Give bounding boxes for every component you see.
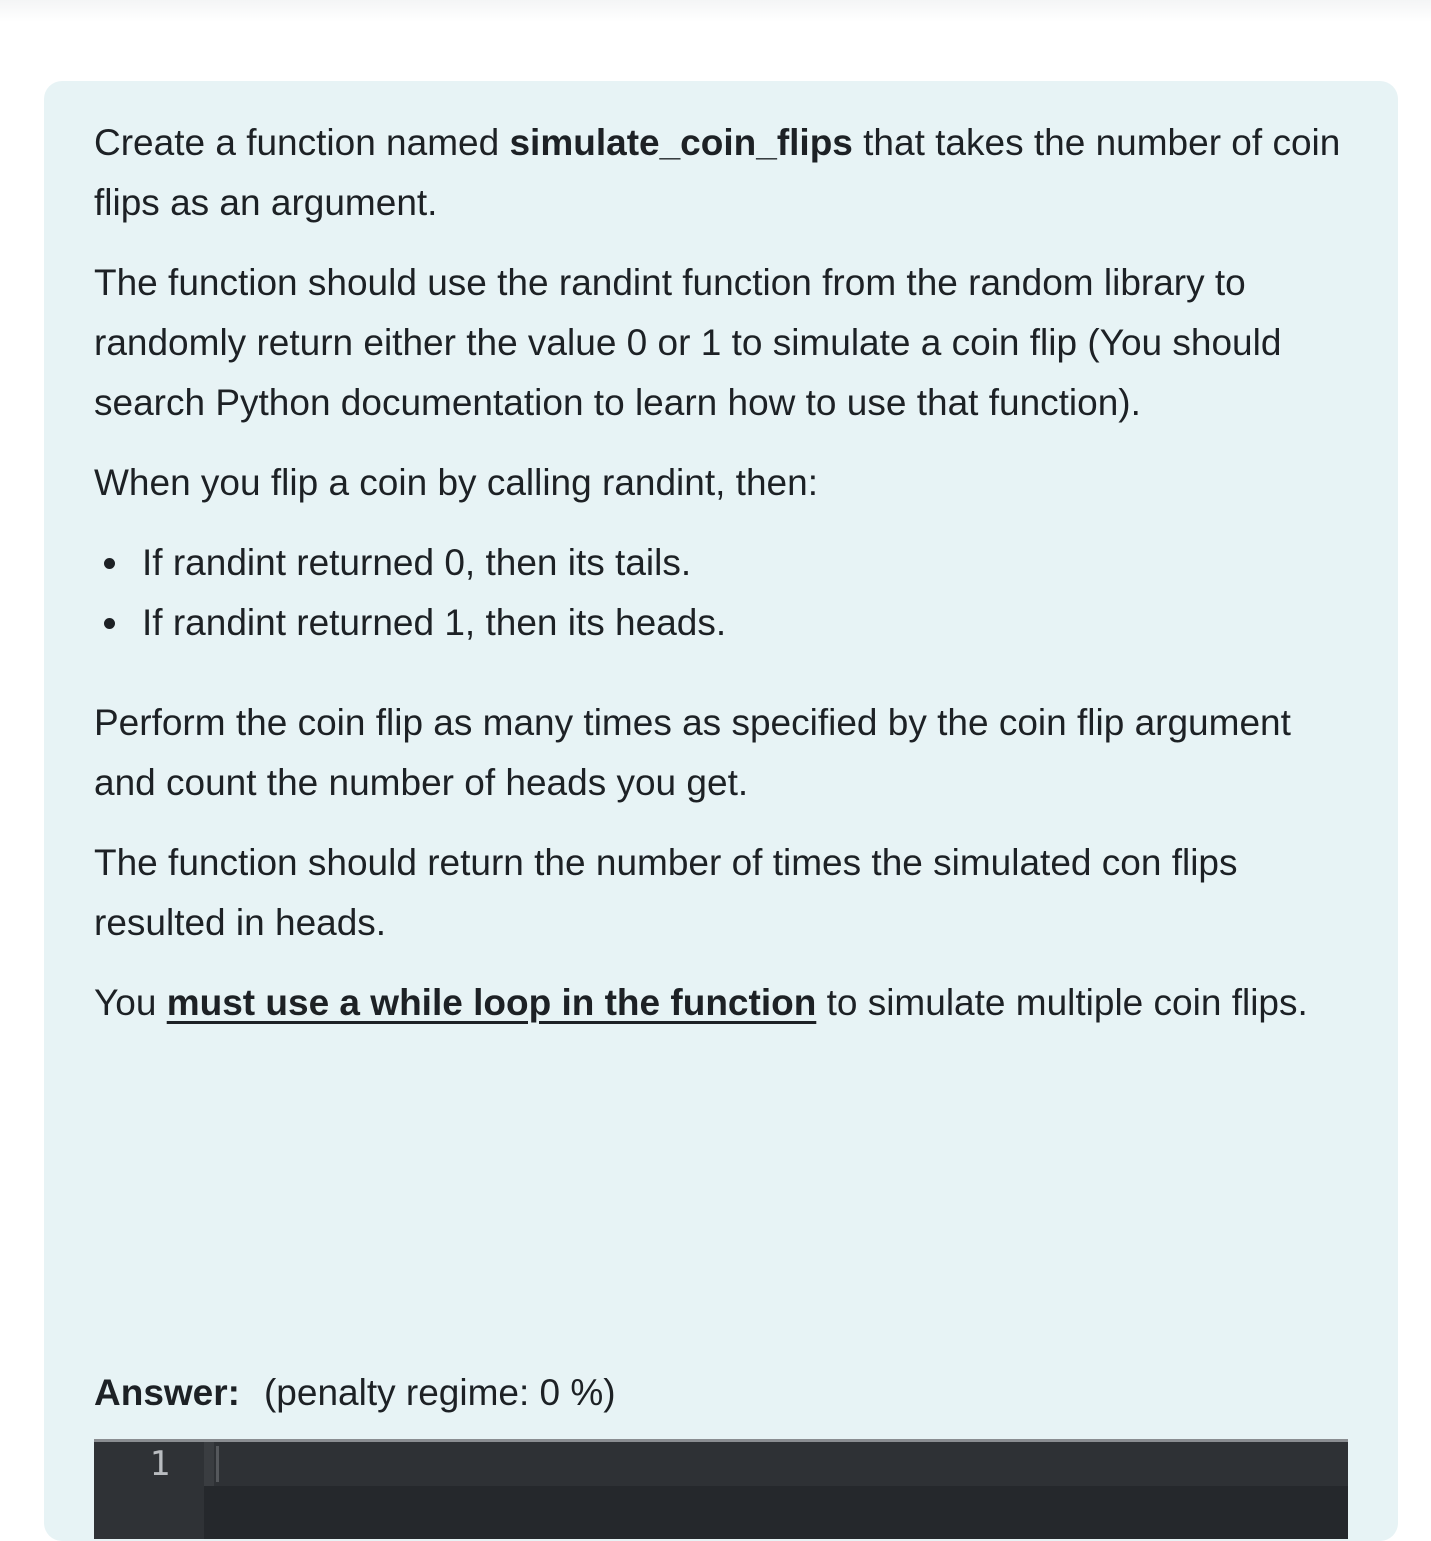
active-line[interactable] xyxy=(214,1442,1348,1486)
code-editor[interactable] xyxy=(94,1439,1348,1539)
question-paragraph-4: Perform the coin flip as many times as specified by the coin flip argument and count the number of heads you get. xyxy=(94,702,1291,803)
gutter-divider xyxy=(204,1442,214,1486)
answer-label: Answer: xyxy=(94,1372,240,1413)
penalty-regime: (penalty regime: 0 %) xyxy=(263,1372,616,1413)
text-span: that takes the number of coin flips as an argument. xyxy=(94,122,1341,223)
question-card xyxy=(44,81,1398,1541)
question-text xyxy=(94,81,1348,1033)
question-paragraph-1 xyxy=(94,113,1348,233)
question-paragraph-3: When you flip a coin by calling randint, then: xyxy=(94,462,818,503)
line-number-gutter xyxy=(94,1442,204,1539)
line-number: 1 xyxy=(149,1444,170,1484)
question-paragraph-5: The function should return the number of times the simulated con flips resulted in heads. xyxy=(94,842,1238,943)
text-span: You xyxy=(94,982,167,1023)
emphasis-text: must use a while loop in the function xyxy=(166,982,817,1023)
answer-header xyxy=(94,1363,616,1423)
top-bar xyxy=(0,0,1431,22)
bullet-list xyxy=(94,533,1348,653)
list-item: If randint returned 1, then its heads. xyxy=(142,593,1348,653)
function-name: simulate_coin_flips xyxy=(509,122,853,163)
question-paragraph-6 xyxy=(94,973,1348,1033)
text-cursor xyxy=(216,1446,219,1482)
text-span: Create a function named xyxy=(94,122,510,163)
question-paragraph-2: The function should use the randint function from the random library to randomly return either the value 0 or 1 to simulate a coin flip (You should search Python documentation to learn how to use that function). xyxy=(94,262,1282,423)
text-span: to simulate multiple coin flips. xyxy=(816,982,1308,1023)
list-item: If randint returned 0, then its tails. xyxy=(142,533,1348,593)
